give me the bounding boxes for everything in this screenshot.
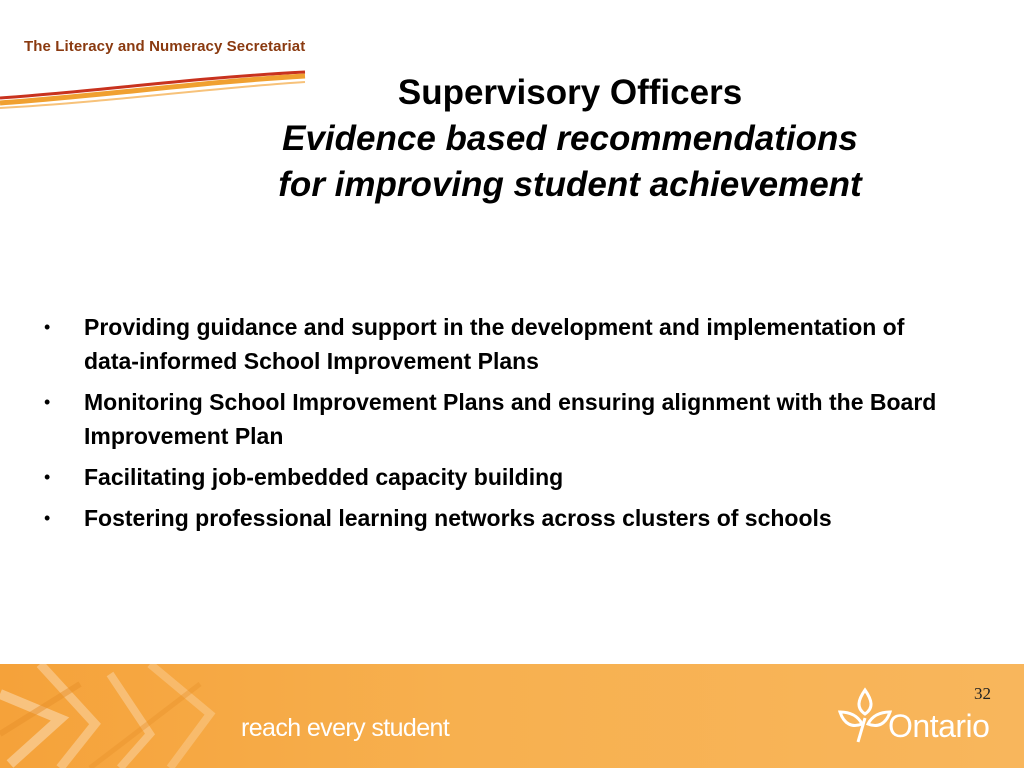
bullet-item <box>40 460 960 494</box>
bullet-dot: • <box>44 317 51 337</box>
bullet-item <box>40 501 960 535</box>
trillium-logo-icon <box>836 686 894 746</box>
bullet-item <box>40 385 960 453</box>
org-name-logo-text: The Literacy and Numeracy Secretariat <box>24 38 306 55</box>
footer-band <box>0 664 1024 768</box>
bullet-text: Providing guidance and support in the development and implementation of data-informed School Improvement Plans <box>84 314 905 374</box>
bullet-list <box>40 310 960 542</box>
title-line-3: for improving student achievement <box>278 165 862 204</box>
title-line-1: Supervisory Officers <box>397 73 743 112</box>
page-number: 32 <box>974 684 991 703</box>
bullet-dot: • <box>44 508 51 528</box>
bullet-dot: • <box>44 467 51 487</box>
slide-title <box>230 70 910 208</box>
bullet-dot: • <box>44 392 51 412</box>
bullet-item <box>40 310 960 378</box>
tagline: reach every student <box>241 714 450 742</box>
bullet-text: Monitoring School Improvement Plans and ensuring alignment with the Board Improvement Plan <box>84 389 937 449</box>
bullet-text: Fostering professional learning networks across clusters of schools <box>84 505 832 531</box>
bullet-text: Facilitating job-embedded capacity building <box>84 464 564 490</box>
title-line-2: Evidence based recommendations <box>282 119 858 158</box>
ontario-wordmark: Ontario <box>888 708 990 744</box>
decorative-pattern-icon <box>0 664 240 768</box>
